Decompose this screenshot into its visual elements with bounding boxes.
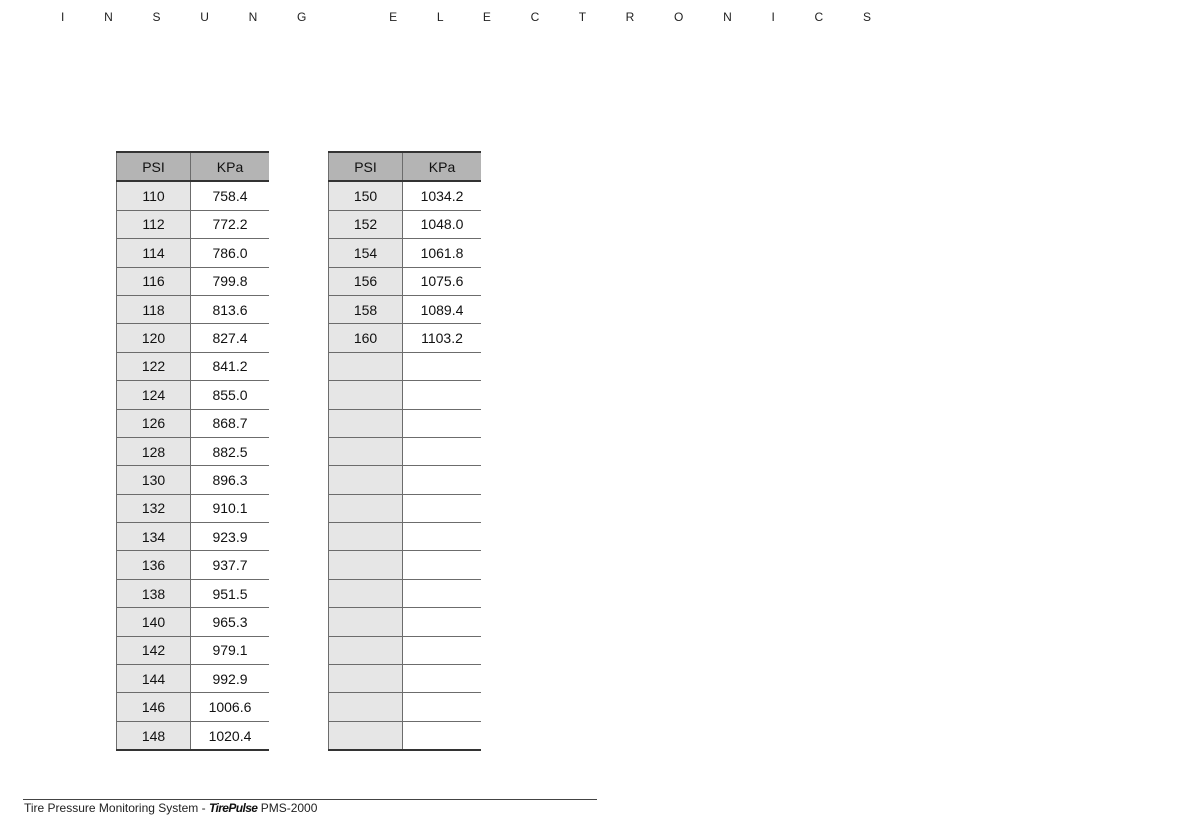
kpa-cell bbox=[403, 437, 482, 465]
psi-cell: 158 bbox=[329, 295, 403, 323]
psi-cell: 134 bbox=[117, 523, 191, 551]
table-row bbox=[329, 210, 482, 238]
kpa-cell: 910.1 bbox=[191, 494, 270, 522]
kpa-cell: 965.3 bbox=[191, 608, 270, 636]
kpa-cell bbox=[403, 608, 482, 636]
table-row bbox=[117, 409, 270, 437]
table-row bbox=[117, 381, 270, 409]
psi-cell: 146 bbox=[117, 693, 191, 721]
table-row bbox=[329, 267, 482, 295]
kpa-cell bbox=[403, 665, 482, 693]
table-row bbox=[117, 721, 270, 750]
psi-cell bbox=[329, 409, 403, 437]
psi-cell: 160 bbox=[329, 324, 403, 352]
footer-model: PMS-2000 bbox=[257, 801, 318, 815]
table-row bbox=[329, 551, 482, 579]
table-row bbox=[329, 352, 482, 380]
psi-cell: 124 bbox=[117, 381, 191, 409]
table-row bbox=[329, 494, 482, 522]
table-row bbox=[117, 636, 270, 664]
kpa-cell: 979.1 bbox=[191, 636, 270, 664]
kpa-cell: 1075.6 bbox=[403, 267, 482, 295]
psi-cell bbox=[329, 437, 403, 465]
table-header-row bbox=[117, 152, 270, 181]
table-row bbox=[329, 295, 482, 323]
psi-cell bbox=[329, 608, 403, 636]
table-row bbox=[329, 608, 482, 636]
psi-cell: 132 bbox=[117, 494, 191, 522]
table-row bbox=[117, 466, 270, 494]
table-row bbox=[117, 352, 270, 380]
column-header-psi: PSI bbox=[117, 152, 191, 181]
psi-cell: 138 bbox=[117, 579, 191, 607]
psi-cell bbox=[329, 466, 403, 494]
table-row bbox=[329, 721, 482, 750]
kpa-cell: 923.9 bbox=[191, 523, 270, 551]
table-body bbox=[329, 181, 482, 750]
kpa-cell: 827.4 bbox=[191, 324, 270, 352]
kpa-cell bbox=[403, 579, 482, 607]
kpa-cell bbox=[403, 409, 482, 437]
psi-cell: 110 bbox=[117, 181, 191, 210]
kpa-cell: 772.2 bbox=[191, 210, 270, 238]
table-row bbox=[329, 437, 482, 465]
psi-cell: 148 bbox=[117, 721, 191, 750]
table-row bbox=[329, 324, 482, 352]
psi-kpa-table-left bbox=[116, 151, 269, 751]
brand-header: I N S U N G E L E C T R O N I C S bbox=[61, 10, 890, 24]
psi-cell bbox=[329, 665, 403, 693]
table-row bbox=[117, 324, 270, 352]
psi-cell bbox=[329, 381, 403, 409]
column-header-psi: PSI bbox=[329, 152, 403, 181]
psi-cell bbox=[329, 636, 403, 664]
table-row bbox=[329, 239, 482, 267]
psi-cell bbox=[329, 721, 403, 750]
table-row bbox=[117, 693, 270, 721]
psi-cell bbox=[329, 579, 403, 607]
table-row bbox=[329, 665, 482, 693]
psi-cell: 126 bbox=[117, 409, 191, 437]
psi-cell: 152 bbox=[329, 210, 403, 238]
table-row bbox=[329, 409, 482, 437]
kpa-cell: 951.5 bbox=[191, 579, 270, 607]
table-header-row bbox=[329, 152, 482, 181]
table-row bbox=[329, 636, 482, 664]
psi-cell: 122 bbox=[117, 352, 191, 380]
kpa-cell: 841.2 bbox=[191, 352, 270, 380]
psi-cell: 118 bbox=[117, 295, 191, 323]
footer bbox=[24, 801, 317, 815]
table-row bbox=[117, 210, 270, 238]
table-body bbox=[117, 181, 270, 750]
psi-cell: 130 bbox=[117, 466, 191, 494]
column-header-kpa: KPa bbox=[191, 152, 270, 181]
kpa-cell: 1020.4 bbox=[191, 721, 270, 750]
kpa-cell bbox=[403, 381, 482, 409]
psi-cell: 140 bbox=[117, 608, 191, 636]
tirepulse-logo: TirePulse bbox=[208, 801, 258, 815]
table-row bbox=[117, 579, 270, 607]
kpa-cell: 786.0 bbox=[191, 239, 270, 267]
kpa-cell bbox=[403, 494, 482, 522]
kpa-cell: 896.3 bbox=[191, 466, 270, 494]
kpa-cell: 1089.4 bbox=[403, 295, 482, 323]
psi-cell: 144 bbox=[117, 665, 191, 693]
kpa-cell: 1061.8 bbox=[403, 239, 482, 267]
psi-cell: 114 bbox=[117, 239, 191, 267]
footer-divider bbox=[23, 799, 597, 800]
kpa-cell: 868.7 bbox=[191, 409, 270, 437]
table-row bbox=[329, 181, 482, 210]
kpa-cell: 992.9 bbox=[191, 665, 270, 693]
kpa-cell: 1034.2 bbox=[403, 181, 482, 210]
table-row bbox=[117, 665, 270, 693]
column-header-kpa: KPa bbox=[403, 152, 482, 181]
kpa-cell bbox=[403, 523, 482, 551]
table-row bbox=[329, 523, 482, 551]
kpa-cell bbox=[403, 352, 482, 380]
table-row bbox=[117, 608, 270, 636]
psi-cell: 150 bbox=[329, 181, 403, 210]
kpa-cell: 1006.6 bbox=[191, 693, 270, 721]
psi-cell bbox=[329, 693, 403, 721]
psi-cell: 128 bbox=[117, 437, 191, 465]
psi-cell bbox=[329, 551, 403, 579]
psi-cell: 156 bbox=[329, 267, 403, 295]
table-row bbox=[329, 381, 482, 409]
kpa-cell: 882.5 bbox=[191, 437, 270, 465]
psi-cell: 116 bbox=[117, 267, 191, 295]
psi-cell: 120 bbox=[117, 324, 191, 352]
psi-cell bbox=[329, 352, 403, 380]
table-row bbox=[329, 579, 482, 607]
kpa-cell: 1048.0 bbox=[403, 210, 482, 238]
psi-cell: 136 bbox=[117, 551, 191, 579]
table-row bbox=[329, 693, 482, 721]
kpa-cell bbox=[403, 466, 482, 494]
table-row bbox=[117, 239, 270, 267]
kpa-cell: 937.7 bbox=[191, 551, 270, 579]
psi-cell bbox=[329, 523, 403, 551]
table-row bbox=[117, 295, 270, 323]
kpa-cell: 1103.2 bbox=[403, 324, 482, 352]
kpa-cell: 855.0 bbox=[191, 381, 270, 409]
table-row bbox=[329, 466, 482, 494]
psi-kpa-table-right bbox=[328, 151, 481, 751]
kpa-cell: 758.4 bbox=[191, 181, 270, 210]
table-row bbox=[117, 551, 270, 579]
kpa-cell: 813.6 bbox=[191, 295, 270, 323]
footer-text: Tire Pressure Monitoring System - bbox=[24, 801, 209, 815]
table-row bbox=[117, 523, 270, 551]
kpa-cell bbox=[403, 721, 482, 750]
psi-cell: 154 bbox=[329, 239, 403, 267]
table-row bbox=[117, 494, 270, 522]
psi-cell: 112 bbox=[117, 210, 191, 238]
kpa-cell bbox=[403, 693, 482, 721]
table-row bbox=[117, 437, 270, 465]
kpa-cell: 799.8 bbox=[191, 267, 270, 295]
kpa-cell bbox=[403, 551, 482, 579]
table-row bbox=[117, 267, 270, 295]
table-row bbox=[117, 181, 270, 210]
kpa-cell bbox=[403, 636, 482, 664]
psi-cell bbox=[329, 494, 403, 522]
psi-cell: 142 bbox=[117, 636, 191, 664]
